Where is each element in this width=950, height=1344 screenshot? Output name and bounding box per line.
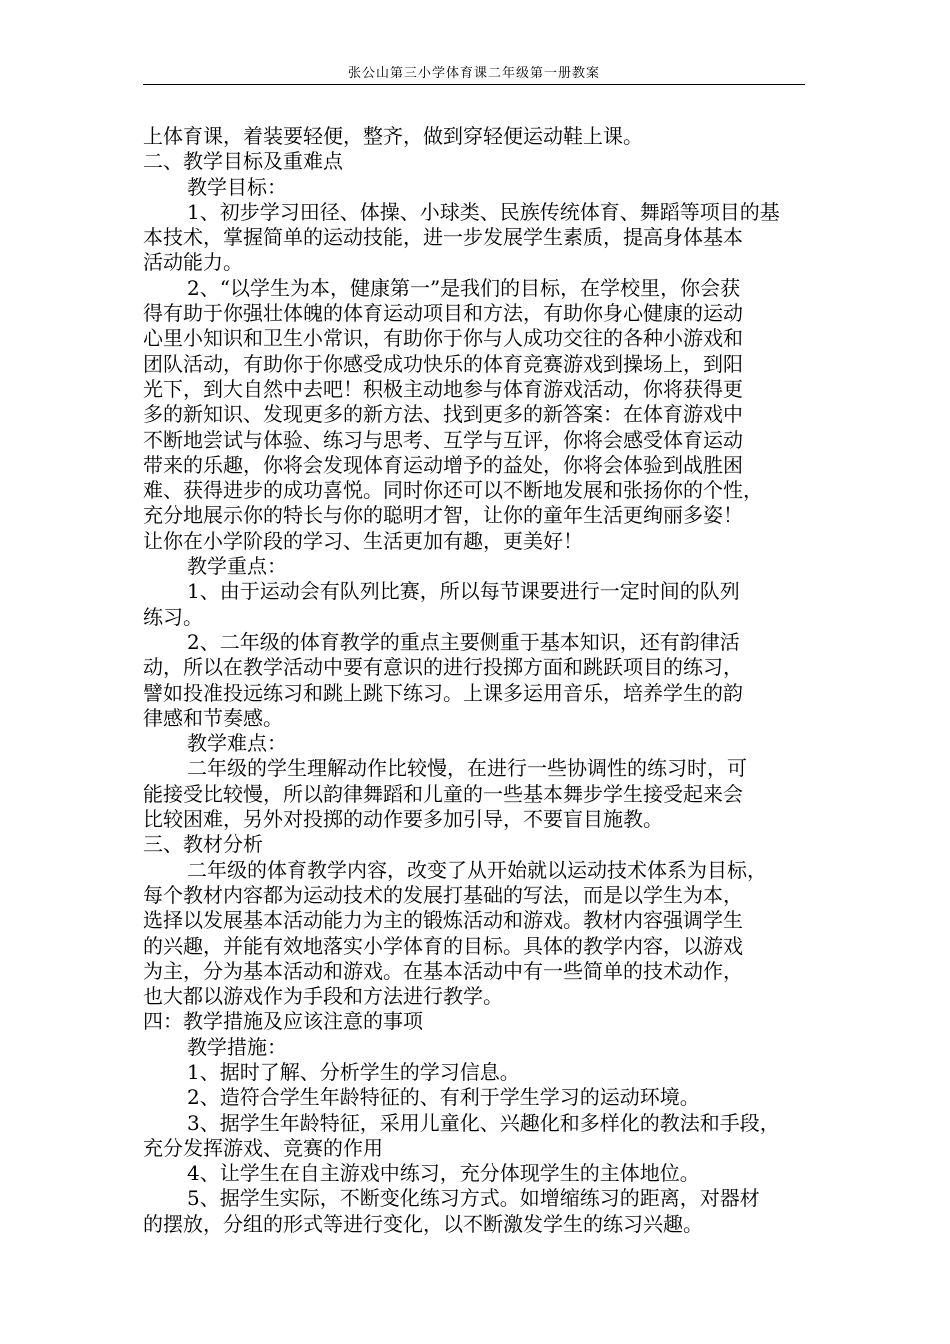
text-line: 得有助于你强壮体魄的体育运动项目和方法，有助你身心健康的运动 <box>143 301 743 326</box>
text-line: 2、造符合学生年龄特征的、有利于学生学习的运动环境。 <box>187 1085 700 1110</box>
text-line: 二年级的学生理解动作比较慢，在进行一些协调性的练习时，可 <box>187 756 747 781</box>
text-line: 充分地展示你的特长与你的聪明才智，让你的童年生活更绚丽多姿！ <box>143 503 743 528</box>
text-line: 不断地尝试与体验、练习与思考、互学与互评，你将会感受体育运动 <box>143 427 743 452</box>
text-line: 二年级的体育教学内容，改变了从开始就以运动技术体系为目标， <box>187 857 767 882</box>
page-header: 张公山第三小学体育课二年级第一册教案 <box>347 66 600 81</box>
text-line: 本技术，掌握简单的运动技能，进一步发展学生素质，提高身体基本 <box>143 225 743 250</box>
text-line: 难、获得进步的成功喜悦。同时你还可以不断地发展和张扬你的个性， <box>143 478 763 503</box>
text-line: 每个教材内容都为运动技术的发展打基础的写法，而是以学生为本， <box>143 882 743 907</box>
text-line: 比较困难，另外对投掷的动作要多加引导，不要盲目施教。 <box>143 807 663 832</box>
text-line: 二、教学目标及重难点 <box>143 149 343 174</box>
text-line: 2、“以学生为本，健康第一”是我们的目标，在学校里，你会获 <box>187 275 741 300</box>
text-line: 的摆放，分组的形式等进行变化，以不断激发学生的练习兴趣。 <box>143 1211 703 1236</box>
text-line: 心里小知识和卫生小常识，有助你于你与人成功交往的各种小游戏和 <box>143 326 743 351</box>
text-line: 动，所以在教学活动中要有意识的进行投掷方面和跳跃项目的练习， <box>143 655 743 680</box>
text-line: 让你在小学阶段的学习、生活更加有趣，更美好！ <box>143 528 583 553</box>
text-line: 5、据学生实际，不断变化练习方式。如增缩练习的距离，对器材 <box>187 1186 760 1211</box>
text-line: 1、初步学习田径、体操、小球类、民族传统体育、舞蹈等项目的基 <box>187 199 780 224</box>
text-line: 为主，分为基本活动和游戏。在基本活动中有一些简单的技术动作， <box>143 958 743 983</box>
text-line: 教学目标： <box>187 174 287 199</box>
text-line: 能接受比较慢，所以韵律舞蹈和儿童的一些基本舞步学生接受起来会 <box>143 781 743 806</box>
text-line: 三、教材分析 <box>143 832 263 857</box>
text-line: 光下，到大自然中去吧！积极主动地参与体育游戏活动，你将获得更 <box>143 376 743 401</box>
text-line: 律感和节奏感。 <box>143 705 283 730</box>
text-line: 上体育课，着装要轻便，整齐，做到穿轻便运动鞋上课。 <box>143 124 643 148</box>
text-line: 选择以发展基本活动能力为主的锻炼活动和游戏。教材内容强调学生 <box>143 908 743 933</box>
text-line: 1、由于运动会有队列比赛，所以每节课要进行一定时间的队列 <box>187 579 740 604</box>
text-line: 团队活动，有助你于你感受成功快乐的体育竞赛游戏到操场上，到阳 <box>143 351 743 376</box>
text-line: 4、让学生在自主游戏中练习，充分体现学生的主体地位。 <box>187 1161 700 1186</box>
text-line: 充分发挥游戏、竞赛的作用 <box>143 1135 383 1160</box>
text-line: 教学措施： <box>187 1034 287 1059</box>
document-body <box>143 124 807 1237</box>
text-line: 2、二年级的体育教学的重点主要侧重于基本知识，还有韵律活 <box>187 629 740 654</box>
text-line: 带来的乐趣，你将会发现体育运动增予的益处，你将会体验到战胜困 <box>143 452 743 477</box>
text-line: 3、据学生年龄特征，采用儿童化、兴趣化和多样化的教法和手段， <box>187 1110 780 1135</box>
text-line: 活动能力。 <box>143 250 243 275</box>
text-line: 譬如投准投远练习和跳上跳下练习。上课多运用音乐，培养学生的韵 <box>143 680 743 705</box>
text-line: 1、据时了解、分析学生的学习信息。 <box>187 1059 520 1084</box>
text-line: 练习。 <box>143 604 203 629</box>
text-line: 教学重点： <box>187 554 287 579</box>
text-line: 四：教学措施及应该注意的事项 <box>143 1009 423 1034</box>
text-line: 也大都以游戏作为手段和方法进行教学。 <box>143 984 503 1009</box>
text-line: 的兴趣，并能有效地落实小学体育的目标。具体的教学内容，以游戏 <box>143 933 743 958</box>
header-rule <box>143 84 805 85</box>
text-line: 多的新知识、发现更多的新方法、找到更多的新答案：在体育游戏中 <box>143 402 743 427</box>
text-line: 教学难点： <box>187 731 287 756</box>
